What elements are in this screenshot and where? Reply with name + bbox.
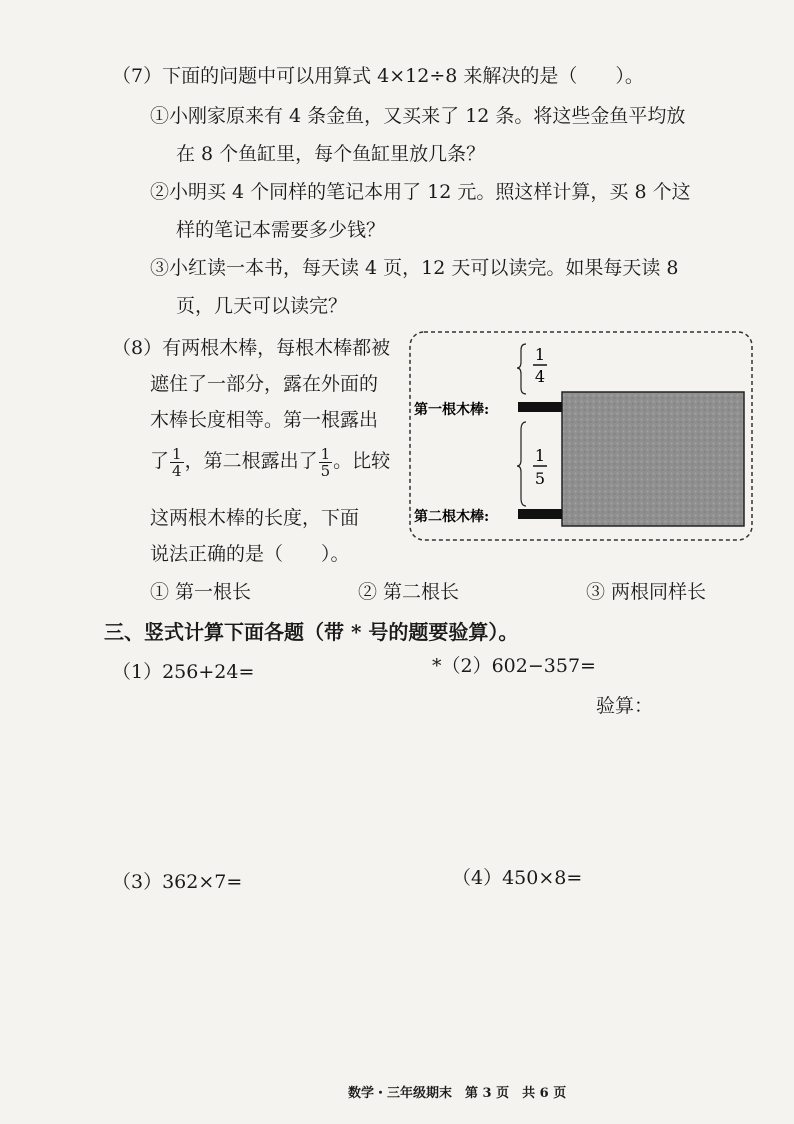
fraction-one-quarter: $\frac{1}{4}$ [172,444,182,480]
q8-line4 [150,444,390,479]
cover-block [562,392,744,526]
middle-brace [517,422,526,506]
top-brace [517,344,526,394]
q7-option3-line1: ③小红读一本书，每天读 4 页，12 天可以读完。如果每天读 8 [150,257,679,279]
q8-choice3: ③ 两根同样长 [586,581,707,603]
q8-choice2: ② 第二根长 [358,581,460,603]
problem3: （3）362×7= [112,871,243,893]
problem2: *（2）602−357= [432,655,596,677]
fraction-one-fifth: $\frac{1}{5}$ [320,444,331,480]
q8-line1: （8）有两根木棒，每根木棒都被 [112,337,391,359]
page-footer: 数学・三年级期末 第 3 页 共 6 页 [348,1086,567,1101]
q8-line4-c: 。比较 [333,450,391,472]
q8-line2: 遮住了一部分，露在外面的 [150,373,379,395]
problem4: （4）450×8= [452,867,583,889]
q7-option2-line1: ②小明买 4 个同样的笔记本用了 12 元。照这样计算，买 8 个这 [150,181,691,203]
stick1-exposed [518,402,562,412]
q8-line3: 木棒长度相等。第一根露出 [150,409,379,431]
q8-stick-figure [406,328,756,544]
check-label: 验算： [596,695,654,717]
top-frac-num: 1 [534,345,546,364]
problem1: （1）256+24= [112,661,255,683]
mid-frac-den: 5 [534,469,546,488]
q8-line5: 这两根木棒的长度，下面 [150,507,360,529]
stick1-label: 第一根木棒: [414,402,490,418]
mid-frac-num: 1 [534,446,546,465]
q8-line4-b: ，第二根露出了 [184,450,318,472]
top-frac-den: 4 [534,367,546,386]
section3-title: 三、竖式计算下面各题（带 * 号的题要验算）。 [104,620,519,644]
q8-choice1: ① 第一根长 [150,581,252,603]
q7-option2-line2: 样的笔记本需要多少钱？ [176,219,386,241]
q7-option1-line1: ①小刚家原来有 4 条金鱼，又买来了 12 条。将这些金鱼平均放 [150,105,686,127]
q8-line4-a: 了 [150,450,170,472]
q7-option1-line2: 在 8 个鱼缸里，每个鱼缸里放几条？ [176,143,486,165]
q7-stem: （7）下面的问题中可以用算式 4×12÷8 来解决的是（ ）。 [112,65,644,87]
stick2-exposed [518,509,562,519]
q8-line6: 说法正确的是（ ）。 [150,543,350,565]
q7-option3-line2: 页，几天可以读完？ [176,295,348,317]
stick2-label: 第二根木棒: [414,509,490,525]
